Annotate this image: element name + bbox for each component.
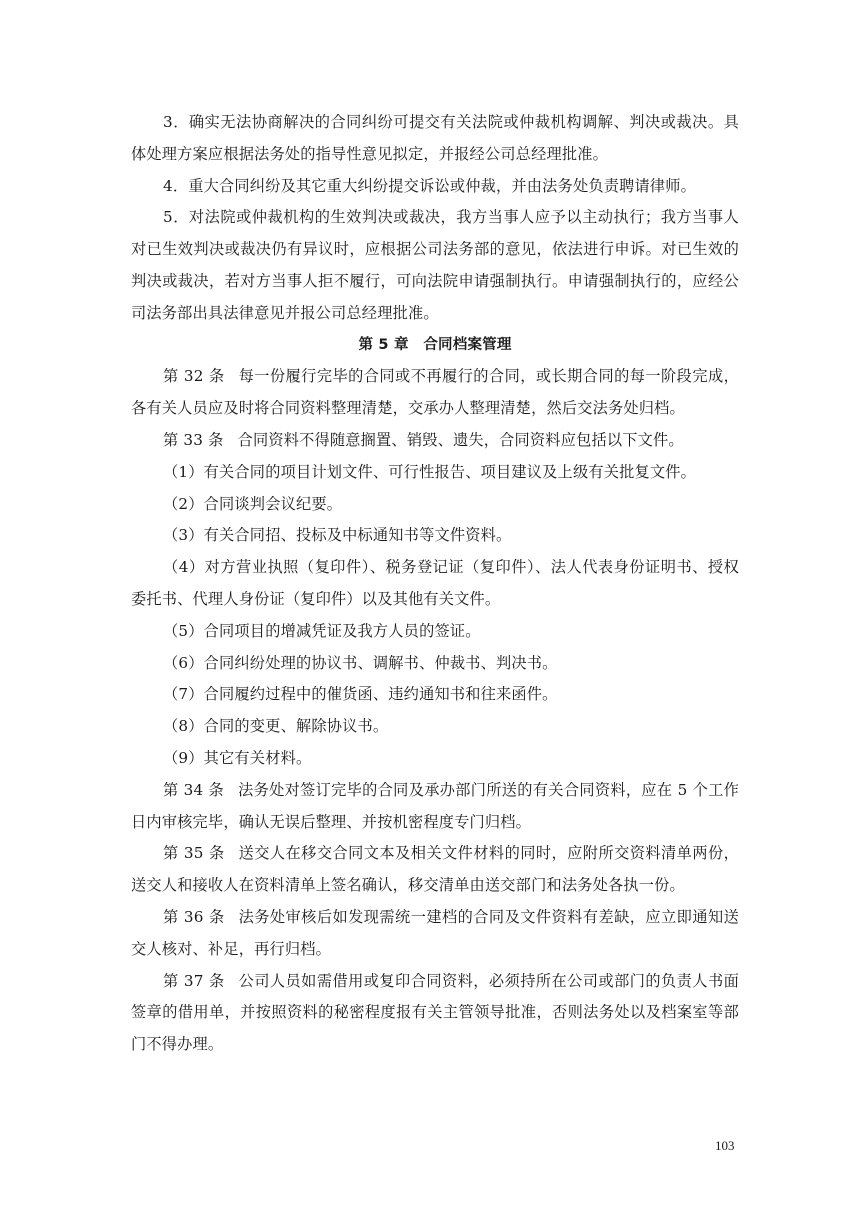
article-text: 合同资料不得随意搁置、销毁、遗失，合同资料应包括以下文件。 [237, 430, 684, 449]
list-item: （8）合同的变更、解除协议书。 [163, 717, 389, 736]
article-33 [131, 425, 739, 457]
article-number: 第 32 条 [163, 367, 225, 386]
list-item: （9）其它有关材料。 [163, 748, 312, 767]
article-34 [131, 775, 739, 839]
list-item: （1）有关合同的项目计划文件、可行性报告、项目建议及上级有关批复文件。 [163, 462, 697, 481]
article-number: 第 36 条 [163, 907, 225, 926]
article-text: 公司人员如需借用或复印合同资料，必须持所在公司或部门的负责人书面签章的借用单，并按照资料的秘密程度报有关主管领导批准，否则法务处以及档案室等部门不得办理。 [131, 971, 739, 1054]
article-number: 第 34 条 [163, 780, 225, 799]
list-item: （3）有关合同招、投标及中标通知书等文件资料。 [163, 526, 512, 545]
article-text: 每一份履行完毕的合同或不再履行的合同，或长期合同的每一阶段完成，各有关人员应及时将合同资料整理清楚，交承办人整理清楚，然后交法务处归档。 [131, 367, 739, 418]
article-number: 第 33 条 [163, 430, 224, 449]
paragraph-item-5: 5．对法院或仲裁机构的生效判决或裁决，我方当事人应予以主动执行；我方当事人对已生效判决或裁决仍有异议时，应根据公司法务部的意见，依法进行申诉。对已生效的判决或裁决，若对方当事人拒不履行，可向法院申请强制执行。申请强制执行的，应经公司法务部出具法律意见并报公司总经理批准。 [131, 208, 739, 322]
list-item: （6）合同纠纷处理的协议书、调解书、仲裁书、判决书。 [163, 653, 558, 672]
paragraph-item-4: 4．重大合同纠纷及其它重大纠纷提交诉讼或仲裁，并由法务处负责聘请律师。 [163, 176, 697, 195]
paragraph-item-3: 3．确实无法协商解决的合同纠纷可提交有关法院或仲裁机构调解、判决或裁决。具体处理方案应根据法务处的指导性意见拟定，并报经公司总经理批准。 [131, 113, 739, 163]
article-text: 法务处对签订完毕的合同及承办部门所送的有关合同资料，应在 5 个工作日内审核完毕，确认无误后整理、并按机密程度专门归档。 [131, 780, 739, 831]
article-35 [131, 838, 739, 902]
chapter-heading: 第 5 章 合同档案管理 [358, 336, 512, 353]
article-32 [131, 361, 739, 425]
list-item: （7）合同履约过程中的催货函、违约通知书和往来函件。 [163, 685, 558, 704]
article-36 [131, 902, 739, 966]
list-item: （2）合同谈判会议纪要。 [163, 494, 343, 513]
list-item: （4）对方营业执照（复印件）、税务登记证（复印件）、法人代表身份证明书、授权委托书、代理人身份证（复印件）以及其他有关文件。 [131, 558, 739, 608]
document-body [131, 107, 739, 1061]
article-text: 法务处审核后如发现需统一建档的合同及文件资料有差缺，应立即通知送交人核对、补足，再行归档。 [131, 907, 739, 958]
article-text: 送交人在移交合同文本及相关文件材料的同时，应附所交资料清单两份，送交人和接收人在资料清单上签名确认，移交清单由送交部门和法务处各执一份。 [131, 844, 739, 895]
article-37 [131, 966, 739, 1061]
article-number: 第 37 条 [163, 971, 225, 990]
list-item: （5）合同项目的增减凭证及我方人员的签证。 [163, 621, 481, 640]
article-number: 第 35 条 [163, 844, 225, 863]
page-number: 103 [715, 1138, 735, 1153]
